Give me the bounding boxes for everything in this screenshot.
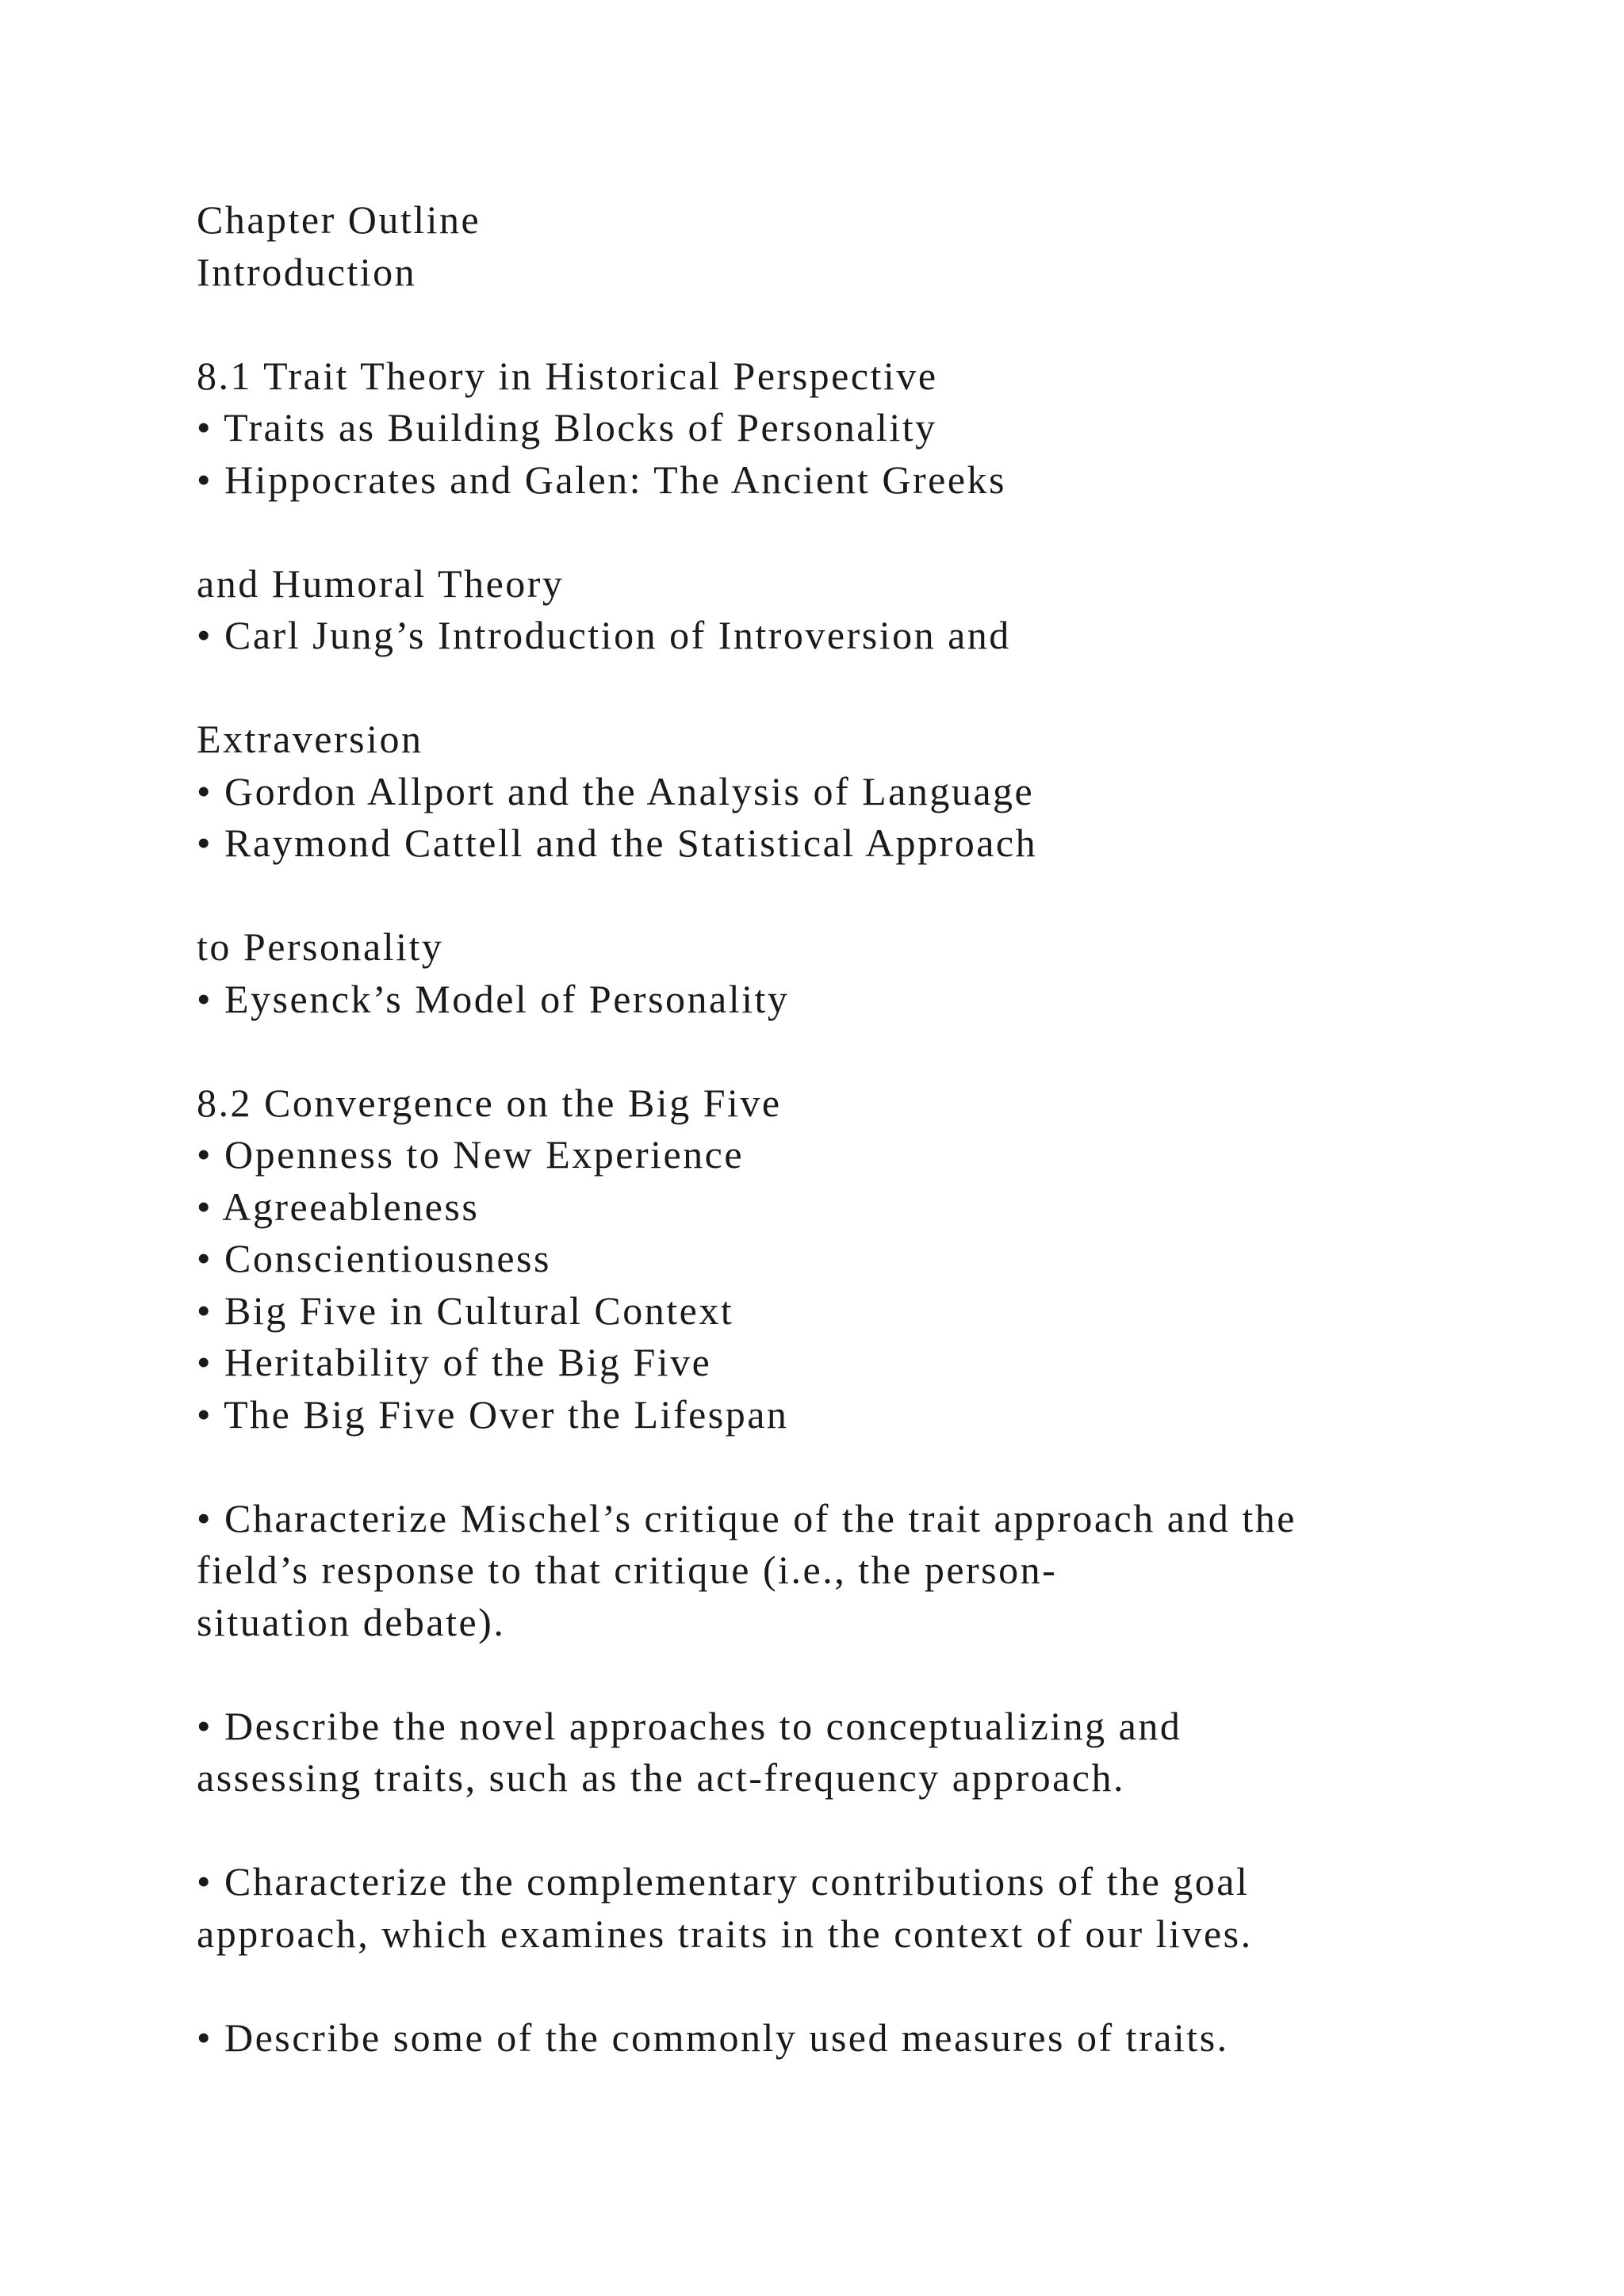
heading-chapter-outline: Chapter Outline (197, 197, 481, 242)
list-item: • Heritability of the Big Five (197, 1340, 712, 1384)
list-item: • Openness to New Experience (197, 1132, 745, 1177)
list-item: • Traits as Building Blocks of Personality (197, 405, 937, 450)
objective-item-continuation: assessing traits, such as the act-frequency approach. (197, 1755, 1126, 1800)
objective-item-continuation: field’s response to that critique (i.e., the person- (197, 1548, 1058, 1592)
list-item: • Hippocrates and Galen: The Ancient Greeks (197, 457, 1007, 502)
blank-line (197, 1960, 1545, 2012)
list-item: • The Big Five Over the Lifespan (197, 1391, 789, 1437)
blank-line (197, 1804, 1545, 1857)
heading-introduction: Introduction (197, 249, 417, 294)
list-item-continuation: and Humoral Theory (197, 561, 565, 606)
list-item: • Eysenck’s Model of Personality (197, 976, 790, 1021)
list-item: • Conscientiousness (197, 1236, 551, 1280)
section-8-1-heading: 8.1 Trait Theory in Historical Perspective (197, 353, 938, 398)
list-item: • Gordon Allport and the Analysis of Language (197, 768, 1035, 813)
blank-line (197, 1648, 1545, 1701)
list-item: • Agreeableness (197, 1184, 480, 1229)
blank-line (197, 1025, 1545, 1077)
blank-line (197, 1441, 1545, 1493)
objective-item: • Describe some of the commonly used measures of traits. (197, 2015, 1229, 2060)
blank-line (197, 506, 1545, 558)
objective-item-continuation: approach, which examines traits in the context of our lives. (197, 1911, 1253, 1956)
list-item: • Raymond Cattell and the Statistical Approach (197, 821, 1038, 865)
blank-line (197, 870, 1545, 922)
blank-line (197, 298, 1545, 350)
blank-line (197, 662, 1545, 714)
chapter-outline-text (197, 194, 1545, 2064)
list-item-continuation: to Personality (197, 924, 444, 969)
objective-item: • Describe the novel approaches to conceptualizing and (197, 1703, 1182, 1748)
list-item: • Carl Jung’s Introduction of Introversion and (197, 613, 1011, 657)
objective-item: • Characterize the complementary contributions of the goal (197, 1859, 1250, 1904)
objective-item: • Characterize Mischel’s critique of the trait approach and the (197, 1495, 1297, 1540)
list-item: • Big Five in Cultural Context (197, 1288, 734, 1333)
list-item-continuation: Extraversion (197, 717, 423, 761)
objective-item-continuation: situation debate). (197, 1599, 506, 1644)
section-8-2-heading: 8.2 Convergence on the Big Five (197, 1080, 782, 1125)
